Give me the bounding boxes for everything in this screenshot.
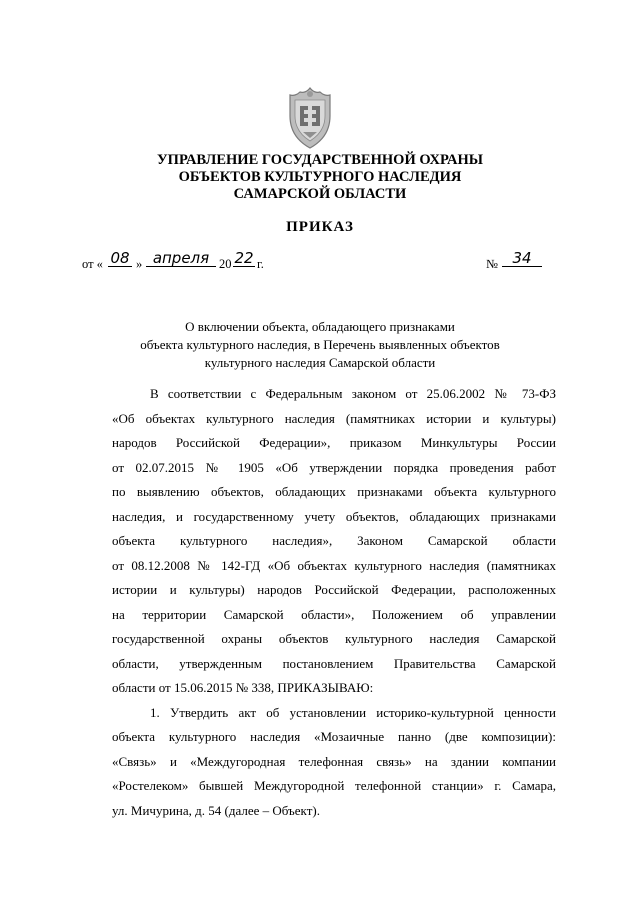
samara-coat-of-arms-icon <box>283 86 337 152</box>
subject-line: О включении объекта, обладающего признаками <box>185 319 455 334</box>
document-title: ПРИКАЗ <box>286 219 354 235</box>
body-line: объекта культурного наследия «Мозаичные панно (две композиции): <box>112 729 556 744</box>
agency-header-line: УПРАВЛЕНИЕ ГОСУДАРСТВЕННОЙ ОХРАНЫ <box>157 152 483 168</box>
date-number-line <box>82 250 552 278</box>
order-body <box>112 382 556 823</box>
body-line: наследия, и государственному учету объектов, обладающих признаками <box>112 508 556 524</box>
body-line: области, утвержденным постановлением Правительства Самарской <box>112 655 556 671</box>
body-line: народов Российской Федерации», приказом Минкультуры России <box>112 435 556 450</box>
body-line: «Связь» и «Междугородная телефонная связь» на здании компании <box>112 753 556 769</box>
body-line: области от 15.06.2015 № 338, ПРИКАЗЫВАЮ: <box>112 680 374 695</box>
subject-line: культурного наследия Самарской области <box>204 355 436 370</box>
body-line: от 02.07.2015 № 1905 «Об утверждении порядка проведения работ <box>112 459 556 475</box>
body-line: В соответствии с Федеральным законом от 25.06.2002 № 73-ФЗ <box>150 386 556 401</box>
date-quote: » <box>136 257 143 271</box>
body-line: «Об объектах культурного наследия (памятниках истории и культуры) <box>112 410 556 426</box>
subject-line: объекта культурного наследия, в Перечень выявленных объектов <box>140 337 500 352</box>
body-line: объекта культурного наследия», Законом Самарской области <box>112 533 556 548</box>
date-year-suffix: г. <box>257 257 264 271</box>
date-day: 08 <box>108 250 132 267</box>
order-number-prefix: № <box>486 257 498 271</box>
body-line: «Ростелеком» бывшей Междугородной телефонной станции» г. Самара, <box>112 778 556 793</box>
body-line: на территории Самарской области», Положением об управлении <box>112 606 556 622</box>
body-line: истории и культуры) народов Российской Федерации, расположенных <box>112 582 556 597</box>
date-prefix: от « <box>82 257 103 271</box>
date-year: 22 <box>234 249 254 267</box>
body-line: ул. Мичурина, д. 54 (далее – Объект). <box>112 802 320 818</box>
order-subject <box>120 318 520 372</box>
body-line: государственной охраны объектов культурного наследия Самарской <box>112 631 556 646</box>
order-number: 34 <box>502 250 542 267</box>
agency-header <box>100 152 540 203</box>
agency-header-line: САМАРСКОЙ ОБЛАСТИ <box>233 186 407 202</box>
body-line: по выявлению объектов, обладающих признаками объекта культурного <box>112 484 556 499</box>
date-year-prefix: 20 <box>219 257 232 271</box>
agency-header-line: ОБЪЕКТОВ КУЛЬТУРНОГО НАСЛЕДИЯ <box>178 169 462 185</box>
date-month: апреля <box>146 250 216 267</box>
body-line: от 08.12.2008 № 142-ГД «Об объектах культурного наследия (памятниках <box>112 557 556 573</box>
body-line: 1. Утвердить акт об установлении историко-культурной ценности <box>150 704 556 720</box>
